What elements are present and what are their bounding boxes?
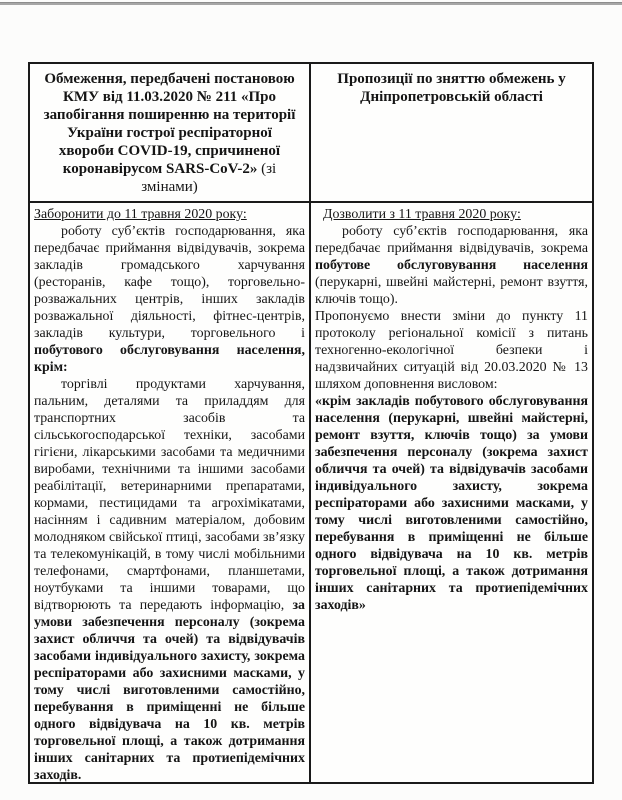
restrictions-paragraph-2: торгівлі продуктами харчування, пальним, деталями та приладдям для транспортних засобів та сільськогосподарської техніки, засобами гігієни, лікарськими засобами та медичними виробами, технічними та іншими засобами реабілітації, ветеринарними препаратами, кормами, пестицидами та агрохімікатами, насінням і садивним матеріалом, добовим молодняком свійської птиці, засобами зв’язку та телекомунікацій, в тому числі мобільними телефонами, смартфонами, планшетами, ноутбуками та іншими товарами, що відтворюють та передають інформацію, за умови забезпечення персоналу (зокрема захист обличчя та очей) та відвідувачів засобами індивідуального захисту, зокрема респіраторами або захисними масками, у тому числі виготовленими самостійно, перебування в приміщенні не більше одного відвідувача на 10 кв. метрів торговельної площі, а також дотримання інших санітарних та протиепідемічних заходів.: [34, 377, 305, 783]
screenshot-top-divider: [0, 2, 622, 5]
restrictions-cell: [30, 203, 311, 782]
restrictions-header-title: Обмеження, передбачені постановою КМУ від 11.03.2020 № 211 «Про запобігання поширенню на території України гострої респіраторної хвороби COVID-19, спричиненої коронавірусом SARS-CoV-2»: [43, 71, 296, 177]
restrictions-header-suffix: (зі змінами): [141, 161, 277, 195]
proposals-paragraph-2: Пропонуємо внести зміни до пункту 11 протоколу регіональної комісії з питань техногенно-екологічної безпеки і надзвичайних ситуацій від 20.03.2020 № 13 шляхом доповнення висловом:: [315, 309, 588, 392]
table-body-row: [30, 203, 592, 782]
proposals-cell: [311, 203, 592, 782]
proposals-header-title: Пропозиції по зняттю обмежень у Дніпропетровській області: [337, 71, 566, 105]
proposals-heading: Дозволити з 11 травня 2020 року:: [323, 207, 521, 222]
restrictions-column-header: [30, 64, 311, 201]
restrictions-paragraph-1: роботу суб’єктів господарювання, яка передбачає приймання відвідувачів, зокрема закладів громадського харчування (ресторанів, кафе тощо), торговельно-розважальних центрів, інших закладів розважальної діяльності, фітнес-центрів, закладів культури, торговельного і побутового обслуговування населення, крім:: [34, 224, 305, 375]
table-header-row: [30, 64, 592, 203]
proposals-paragraph-1: роботу суб’єктів господарювання, яка передбачає приймання відвідувачів, зокрема побутове обслуговування населення (перукарні, швейні майстерні, ремонт взуття, ключів тощо).: [315, 224, 588, 307]
proposals-column-header: [311, 64, 592, 201]
restrictions-heading: Заборонити до 11 травня 2020 року:: [34, 207, 247, 222]
comparison-table: [28, 62, 594, 784]
proposals-paragraph-3: «крім закладів побутового обслуговування населення (перукарні, швейні майстерні, ремонт взуття, ключів тощо) за умови забезпечення персоналу (зокрема захист обличчя та очей) та відвідувачів засобами індивідуального захисту, зокрема респіраторами або захисними масками, у тому числі виготовленими самостійно, перебування в приміщенні не більше одного відвідувача на 10 кв. метрів торговельної площі, а також дотримання інших санітарних та протиепідемічних заходів»: [315, 394, 588, 613]
